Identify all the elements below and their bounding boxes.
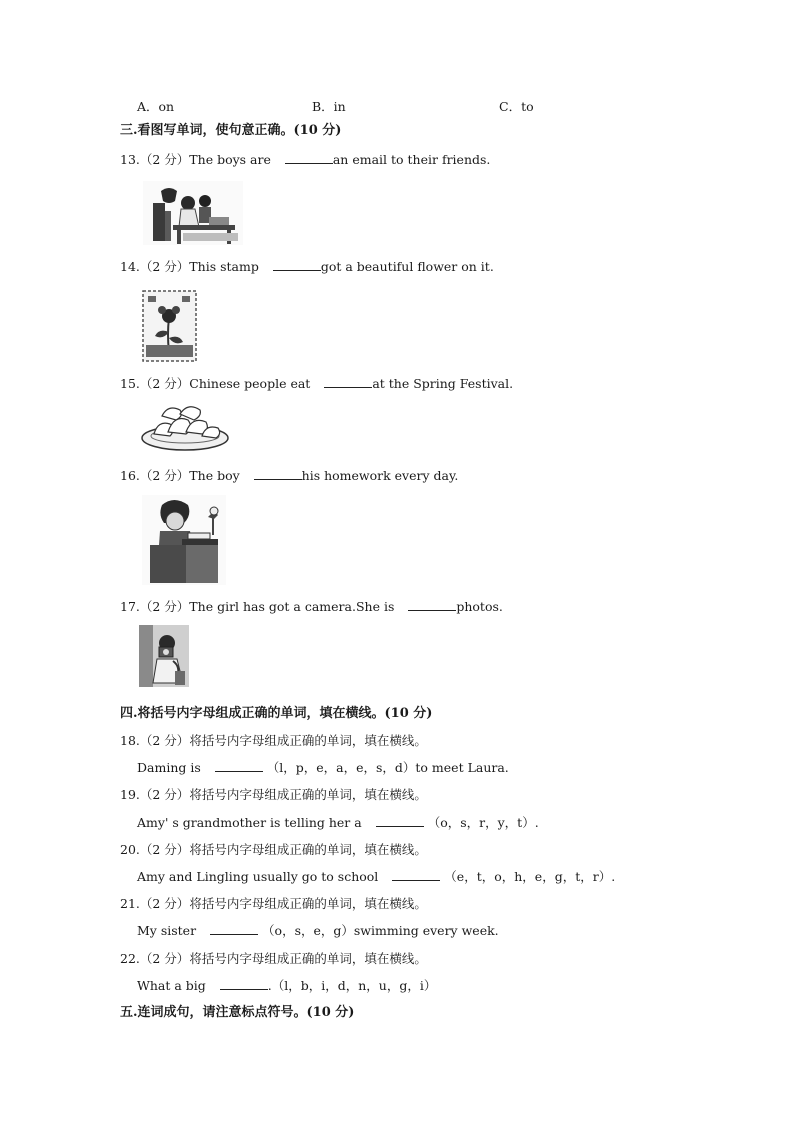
question-17 bbox=[120, 599, 503, 615]
answer-blank-20[interactable] bbox=[392, 869, 440, 881]
question-22-instruction: 将括号内字母组成正确的单词，填在横线。 bbox=[189, 951, 427, 966]
answer-blank-18[interactable] bbox=[215, 760, 263, 772]
flower-stamp-picture bbox=[142, 290, 197, 362]
question-22-body bbox=[137, 978, 436, 994]
boys-writing-email-picture bbox=[143, 181, 243, 245]
question-14 bbox=[120, 259, 494, 275]
question-18-text: Daming is bbox=[137, 760, 201, 775]
question-19-body bbox=[137, 815, 539, 831]
question-22-header bbox=[120, 951, 427, 967]
question-17-suffix: photos. bbox=[456, 599, 503, 614]
question-22-letters: .（l，b，i，d，n，u，g，i） bbox=[267, 978, 437, 993]
question-20-number: 20.（2 分） bbox=[120, 842, 190, 857]
question-21-letters: （o，s，e，g）swimming every week. bbox=[262, 923, 499, 938]
question-18-instruction: 将括号内字母组成正确的单词，填在横线。 bbox=[189, 733, 427, 748]
question-21-body bbox=[137, 923, 499, 939]
question-19-instruction: 将括号内字母组成正确的单词，填在横线。 bbox=[189, 787, 427, 802]
question-16 bbox=[120, 468, 458, 484]
question-16-suffix: his homework every day. bbox=[301, 468, 459, 483]
option-c: C．to bbox=[499, 99, 534, 114]
question-21-instruction: 将括号内字母组成正确的单词，填在横线。 bbox=[189, 896, 427, 911]
question-22-number: 22.（2 分） bbox=[120, 951, 190, 966]
question-16-text: 16.（2 分）The boy bbox=[120, 468, 240, 483]
question-21-header bbox=[120, 896, 427, 912]
boy-at-desk-picture bbox=[142, 495, 226, 585]
question-15-text: 15.（2 分）Chinese people eat bbox=[120, 376, 311, 391]
question-22-text: What a big bbox=[137, 978, 206, 993]
question-21-text: My sister bbox=[137, 923, 197, 938]
answer-blank-21[interactable] bbox=[210, 923, 258, 935]
question-19-header bbox=[120, 787, 427, 803]
question-20-header bbox=[120, 842, 427, 858]
question-17-text: 17.（2 分）The girl has got a camera.She is bbox=[120, 599, 395, 614]
question-15 bbox=[120, 376, 513, 392]
option-b: B．in bbox=[312, 99, 346, 114]
question-21-number: 21.（2 分） bbox=[120, 896, 190, 911]
question-18-body bbox=[137, 760, 509, 776]
answer-blank-17[interactable] bbox=[408, 599, 456, 611]
section-4-heading: 四.将括号内字母组成正确的单词，填在横线。(10 分) bbox=[120, 706, 433, 721]
question-13-suffix: an email to their friends. bbox=[332, 152, 491, 167]
question-20-instruction: 将括号内字母组成正确的单词，填在横线。 bbox=[189, 842, 427, 857]
question-19-number: 19.（2 分） bbox=[120, 787, 190, 802]
question-18-letters: （l，p，e，a，e，s，d）to meet Laura. bbox=[266, 760, 509, 775]
question-14-suffix: got a beautiful flower on it. bbox=[320, 259, 494, 274]
question-13 bbox=[120, 152, 490, 168]
section-3-heading: 三.看图写单词，使句意正确。(10 分) bbox=[120, 123, 342, 138]
question-18-header bbox=[120, 733, 427, 749]
question-20-letters: （e，t，o，h，e，g，t，r）. bbox=[444, 869, 616, 884]
question-19-text: Amy' s grandmother is telling her a bbox=[137, 815, 362, 830]
answer-blank-16[interactable] bbox=[254, 468, 302, 480]
answer-blank-14[interactable] bbox=[273, 259, 321, 271]
question-20-body bbox=[137, 869, 615, 885]
question-13-text: 13.（2 分）The boys are bbox=[120, 152, 271, 167]
question-20-text: Amy and Lingling usually go to school bbox=[137, 869, 379, 884]
answer-blank-19[interactable] bbox=[376, 815, 424, 827]
girl-camera-picture bbox=[139, 625, 189, 687]
question-18-number: 18.（2 分） bbox=[120, 733, 190, 748]
section-5-heading: 五.连词成句，请注意标点符号。(10 分) bbox=[120, 1005, 355, 1020]
answer-blank-13[interactable] bbox=[285, 152, 333, 164]
option-a: A．on bbox=[137, 99, 175, 114]
question-19-letters: （o，s，r，y，t）. bbox=[427, 815, 539, 830]
dumplings-plate-picture bbox=[140, 402, 230, 454]
question-14-text: 14.（2 分）This stamp bbox=[120, 259, 259, 274]
answer-blank-15[interactable] bbox=[324, 376, 372, 388]
answer-blank-22[interactable] bbox=[220, 978, 268, 990]
question-15-suffix: at the Spring Festival. bbox=[372, 376, 514, 391]
